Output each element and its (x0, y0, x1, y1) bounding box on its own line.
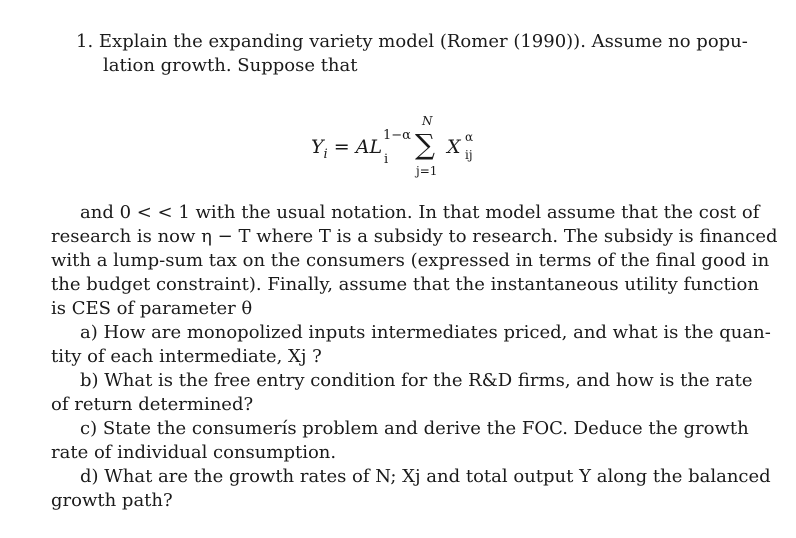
part-c-line-2: rate of individual consumption. (51, 442, 337, 463)
formula-exponent: 1−α (383, 128, 411, 143)
formula-subscript-i: i (384, 152, 389, 167)
formula-sum-symbol: ∑ (415, 128, 435, 161)
question-intro-line-1: Explain the expanding variety model (Romer (1990)). Assume no popu- (98, 31, 748, 52)
formula-sum-lower: j=1 (416, 164, 438, 178)
part-b-line-1: b) What is the free entry condition for the R&D firms, and how is the rate (80, 370, 753, 391)
formula-lhs: $Y_i$ = AL (311, 136, 383, 162)
formula-summand-sup: α (465, 130, 474, 144)
body-line-5: is CES of parameter θ (51, 298, 253, 319)
part-c-line-1: c) State the consumerís problem and derive the FOC. Deduce the growth (80, 418, 749, 439)
question-intro-line-2: lation growth. Suppose that (103, 55, 358, 76)
production-function-formula (311, 114, 511, 184)
formula-summand: X (447, 136, 461, 158)
body-line-3: with a lump-sum tax on the consumers (expressed in terms of the final good in (51, 250, 770, 271)
body-line-2: research is now η − T where T is a subsidy to research. The subsidy is financed (51, 226, 778, 247)
question-first-line (76, 30, 748, 54)
part-d-line-2: growth path? (51, 490, 173, 511)
part-b-line-2: of return determined? (51, 394, 254, 415)
part-a-line-2: tity of each intermediate, Xj ? (51, 346, 322, 367)
formula-summand-sub: ij (465, 148, 473, 162)
body-line-1: and 0 < < 1 with the usual notation. In that model assume that the cost of (80, 202, 760, 223)
question-number: 1. (76, 31, 94, 52)
body-line-4: the budget constraint). Finally, assume that the instantaneous utility function (51, 274, 759, 295)
formula-sum-upper: N (422, 114, 433, 128)
part-a-line-1: a) How are monopolized inputs intermediates priced, and what is the quan- (80, 322, 771, 343)
part-d-line-1: d) What are the growth rates of N; Xj and total output Y along the balanced (80, 466, 771, 487)
